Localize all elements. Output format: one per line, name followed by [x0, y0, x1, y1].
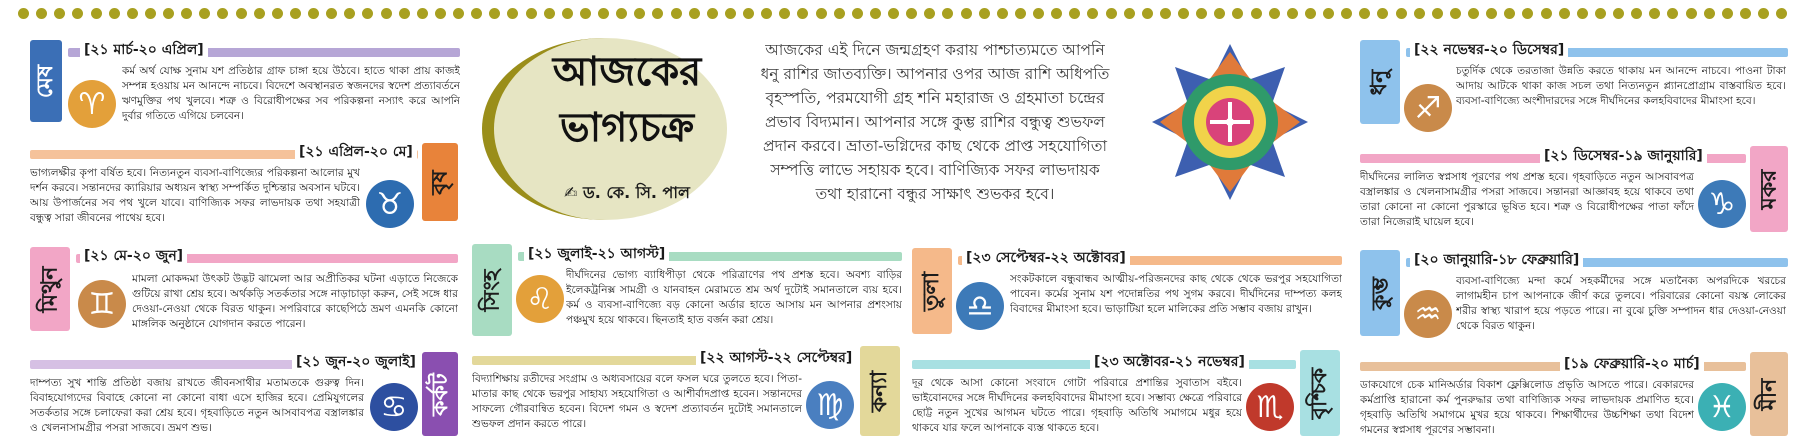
- border-dot: [163, 8, 174, 19]
- sign-text-pisces: ডাকযোগে চেক মানিঅর্ডার বিকাশ ফ্লেক্সিলোড প্রভৃতি আসতে পারে। বেকারদের কর্মপ্রাপ্তি হারানো কর্ম পুনরুদ্ধার তথা বাণিজ্যিক সফর লাভদায়ক প্রমাণিত হবে। গৃহবাড়ি অতিথি সমাগমে মুখর হয়ে থাকবে। শিক্ষার্থীদের উচ্চশিক্ষা তথা বিদেশ গমনের স্বপ্নসাধ পূরণের সম্ভাবনা।: [1360, 379, 1694, 436]
- border-dot: [1686, 8, 1697, 19]
- border-dot: [834, 8, 845, 19]
- border-dot: [1667, 8, 1678, 19]
- border-dot: [997, 8, 1008, 19]
- border-dot: [471, 8, 482, 19]
- sagittarius-icon: ♐: [1404, 84, 1452, 132]
- sign-text-scorpio: দূর থেকে আসা কোনো সংবাদে গোটা পরিবারে প্রশান্তির সুবাতাস বইবে। ভাইবোনদের সঙ্গে দীর্ঘদিনের কলহবিবাদের মীমাংসা হবে। সম্ভাব্য ক্ষেত্রে পরিবারে ছোট্ট নতুন সুখের আগমন ঘটতে পারে। গৃহবাড়ি অতিথি সমাগমে মধুর হয়ে থাকবে যার ফলে আপনাকে ব্যস্ত থাকতে হবে।: [912, 377, 1242, 434]
- border-dot: [652, 8, 663, 19]
- aquarius-icon: ♒: [1404, 290, 1452, 338]
- sign-dates-leo: [২১ জুলাই-২১ আগস্ট]: [524, 247, 669, 262]
- title-panel: [482, 38, 742, 220]
- border-dot: [254, 8, 265, 19]
- sign-tab-aries: মেষ: [30, 40, 62, 122]
- sign-text-virgo: বিদ্যাশিক্ষায় রতীদের সংগ্রাম ও অধ্যবসায়ের বলে ফসল ঘরে তুলতে হবে। পিতা-মাতার কাছ থেকে ভরপুর সাহায্য সহযোগিতা ও আশীর্বাদপ্রাপ্ত হবেন। সন্তানদের সাফল্যে গৌরবান্বিত হবেন। বিদেশ গমন ও স্বদেশ প্রত্যাবর্তন দুটোই সমানতালে শুভফল প্রদান করতে পারে।: [472, 373, 802, 430]
- border-dot: [725, 8, 736, 19]
- sign-dates-virgo: [২২ আগস্ট-২২ সেপ্টেম্বর]: [696, 351, 856, 366]
- border-dot: [36, 8, 47, 19]
- border-dot: [18, 8, 29, 19]
- sign-tab-taurus: বৃষ: [422, 143, 458, 221]
- sign-dates-sagittarius: [২২ নভেম্বর-২০ ডিসেম্বর]: [1410, 43, 1568, 58]
- border-dot: [979, 8, 990, 19]
- border-dot: [109, 8, 120, 19]
- border-dot: [707, 8, 718, 19]
- border-dot: [634, 8, 645, 19]
- sign-dates-scorpio: [২৩ অক্টোবর-২১ নভেম্বর]: [1090, 355, 1249, 370]
- border-dot: [1251, 8, 1262, 19]
- border-dot: [616, 8, 627, 19]
- border-dot: [1758, 8, 1769, 19]
- border-dot: [906, 8, 917, 19]
- border-dot: [1124, 8, 1135, 19]
- sign-text-gemini: মামলা মোকদ্দমা উৎকট উদ্ভট ঝামেলা আর অপ্রীতিকর ঘটনা এড়াতে নিজেকে গুটিয়ে রাখা শ্রেয় হবে। অর্থকড়ি সতর্কতার সঙ্গে নাড়াচাড়া করুন, সেই সঙ্গে ধার দেওয়া-নেওয়া থেকে বিরত থাকুন। সপরিবারে কাছেপিঠে ভ্রমণ এমনকি কোনো মাঙ্গলিক অনুষ্ঠানে যোগদান করতে পারেন।: [132, 273, 458, 330]
- sign-text-cancer: দাম্পত্য সুখ শান্তি প্রতিষ্ঠা বজায় রাখতে জীবনসাথীর মতামতকে গুরুত্ব দিন। বিবাহযোগ্যদের বিবাহে কোনো না কোনো বাধা এসে হাজির হবে। প্রেমিযুগলের সতর্কতার সঙ্গে চলাফেরা করা শ্রেয় হবে। গৃহবাড়িতে নতুন আসবাবপত্র বস্ত্রালঙ্কার ও খেলনাসামগ্রীর পসরা সাজবে। ভ্রমণ শুভ।: [30, 377, 364, 434]
- border-dot: [127, 8, 138, 19]
- sign-dates-cancer: [২১ জুন-২০ জুলাই]: [292, 355, 420, 370]
- border-dot: [1359, 8, 1370, 19]
- border-dot: [489, 8, 500, 19]
- border-dot: [852, 8, 863, 19]
- border-dot: [199, 8, 210, 19]
- border-dot: [453, 8, 464, 19]
- border-dot: [1396, 8, 1407, 19]
- gemini-icon: ♊: [78, 280, 126, 328]
- aries-icon: ♈: [68, 80, 116, 128]
- border-dot: [1631, 8, 1642, 19]
- sign-tab-cancer: কর্কট: [422, 352, 458, 436]
- sign-tab-libra: তুলা: [912, 248, 952, 334]
- sign-tab-aquarius: কুম্ভ: [1360, 250, 1400, 336]
- border-dot: [326, 8, 337, 19]
- border-dot: [1704, 8, 1715, 19]
- border-dot: [924, 8, 935, 19]
- virgo-icon: ♍: [806, 381, 854, 429]
- border-dot: [236, 8, 247, 19]
- border-dot: [1033, 8, 1044, 19]
- border-dot: [1015, 8, 1026, 19]
- border-dot: [272, 8, 283, 19]
- border-dot: [344, 8, 355, 19]
- border-dot: [54, 8, 65, 19]
- border-dot: [1051, 8, 1062, 19]
- border-dot: [435, 8, 446, 19]
- sign-text-leo: দীর্ঘদিনের ভোগ্য ব্যাধিপীড়া থেকে পরিত্রাণের পথ প্রশস্ত হবে। অবশ্য বাড়ির ইলেকট্রনিক্স সামগ্রী ও যানবাহন মেরামতে শ্রম অর্থ দুটোই সমানতালে ব্যয় হবে। কর্ম ও ব্যবসা-বাণিজ্যে বড় কোনো অর্ডার হাতে আসায় মন আপনার প্রশংসায় পঞ্চমুখ হয়ে থাকবে। ছিনতাই হাত বর্জন করা শ্রেয়।: [566, 269, 902, 326]
- sign-text-sagittarius: চতুর্দিক থেকে তরতাজা উন্নতি করতে থাকায় মন আনন্দে নাচবে। পাওনা টাকা আদায় আটকে থাকা কাজ সচল তথা নিত্যনতুন প্ল্যানপ্রোগ্রাম বাস্তবায়িত হবে। ব্যবসা-বাণিজ্যে অংশীদারদের সঙ্গে দীর্ঘদিনের কলহবিবাদের মীমাংসা হবে।: [1456, 65, 1786, 107]
- border-dot: [526, 8, 537, 19]
- border-dot: [544, 8, 555, 19]
- sign-text-capricorn: দীর্ঘদিনের লালিত স্বপ্নসাধ পূরণের পথ প্রশস্ত হবে। গৃহবাড়িতে নতুন আসবাবপত্র বস্ত্রালঙ্কার ও খেলনাসামগ্রীর পসরা সাজবে। সন্তানরা আজ্ঞাবহ হয়ে থাকবে তথা তারা কোনো না কোনো পুরস্কারে ভূষিত হবে। শত্রু ও বিরোধীপক্ষের পাতা ফাঁদে তারা নিজেরাই ঘায়েল হবে।: [1360, 171, 1694, 228]
- border-dot: [1559, 8, 1570, 19]
- border-dot: [308, 8, 319, 19]
- border-dot: [1649, 8, 1660, 19]
- sign-text-taurus: ভাগ্যলক্ষীর কৃপা বর্ষিত হবে। নিত্যনতুন ব্যবসা-বাণিজ্যের পরিকল্পনা আলোর মুখ দর্শন করবে। সন্তানদের ক্যারিয়ার অধ্যয়ন স্বাস্থ্য সম্পর্কিত দুশ্চিন্তার অবসান ঘটবে। আয় উপার্জনের সব পথ খুলে যাবে। বাণিজ্যিক সফর লাভদায়ক তথা সহযাত্রী বন্ধুত্ব সারা জীবনের পাথেয় হবে।: [30, 167, 360, 224]
- page-title-line2: ভাগ্যচক্র: [559, 104, 695, 151]
- zodiac-wheel-icon: [1150, 42, 1310, 202]
- page-title-line1: আজকের: [552, 48, 702, 95]
- border-dot: [417, 8, 428, 19]
- sign-tab-scorpio: বৃশ্চিক: [1300, 350, 1340, 436]
- capricorn-icon: ♑: [1698, 180, 1746, 228]
- border-dot: [743, 8, 754, 19]
- border-dot: [507, 8, 518, 19]
- border-dot: [1178, 8, 1189, 19]
- border-dot: [779, 8, 790, 19]
- sign-dates-pisces: [১৯ ফেব্রুয়ারি-২০ মার্চ]: [1560, 357, 1704, 372]
- border-dot: [145, 8, 156, 19]
- border-dot: [761, 8, 772, 19]
- sign-tab-pisces: মীন: [1750, 352, 1788, 436]
- border-dot: [580, 8, 591, 19]
- taurus-icon: ♉: [366, 180, 414, 228]
- border-dot: [816, 8, 827, 19]
- border-dot: [562, 8, 573, 19]
- border-dot: [942, 8, 953, 19]
- border-dot: [1468, 8, 1479, 19]
- birthday-intro: আজকের এই দিনে জন্মগ্রহণ করায় পাশ্চাত্যমতে আপনি ধনু রাশির জাতব্যক্তি। আপনার ওপর আজ রাশি অধিপতি বৃহস্পতি, পরমযোগী গ্রহ শনি মহারাজ ও গ্রহমাতা চন্দ্রের প্রভাব বিদ্যমান। আপনার সঙ্গে কুম্ভ রাশির বন্ধুত্ব শুভফল প্রদান করবে। ভ্রাতা-ভগ্নিদের কাছ থেকে প্রাপ্ত সহযোগিতা সম্পত্তি লাভে সহায়ক হবে। বাণিজ্যিক সফর লাভদায়ক তথা হারানো বন্ধুর সাক্ষাৎ শুভকর হবে।: [760, 41, 1110, 203]
- border-dot: [1087, 8, 1098, 19]
- border-dot: [1341, 8, 1352, 19]
- sign-text-aquarius: ব্যবসা-বাণিজ্যে মন্দা কর্মে সহকর্মীদের সঙ্গে মতানৈক্য অপরদিকে খরচের লাগামহীন চাপ আপনাকে জীর্ণ করে তুলবে। পরিবারের কোনো বয়স্ক লোকের শরীর স্বাস্থ্য খারাপ হয়ে পড়তে পারে। না বুঝে চুক্তি সম্পাদন ধার দেওয়া-নেওয়া থেকে বিরত থাকুন।: [1456, 275, 1786, 332]
- border-dot: [1232, 8, 1243, 19]
- border-dot: [1595, 8, 1606, 19]
- border-dot: [1323, 8, 1334, 19]
- cancer-icon: ♋: [370, 383, 418, 431]
- sign-tab-leo: সিংহ: [472, 244, 512, 336]
- border-dot: [1432, 8, 1443, 19]
- border-dot: [1106, 8, 1117, 19]
- border-dot: [1522, 8, 1533, 19]
- border-dot: [598, 8, 609, 19]
- sign-tab-virgo: কন্যা: [860, 346, 900, 436]
- border-dot: [91, 8, 102, 19]
- border-dot: [181, 8, 192, 19]
- scorpio-icon: ♏: [1246, 383, 1294, 431]
- border-dot: [1069, 8, 1080, 19]
- border-dot: [1142, 8, 1153, 19]
- border-dot: [1613, 8, 1624, 19]
- sign-tab-gemini: মিথুন: [30, 247, 70, 331]
- border-dot: [1504, 8, 1515, 19]
- border-dot: [1287, 8, 1298, 19]
- author-name: ড. কে. সি. পাল: [583, 183, 690, 202]
- border-dot: [1450, 8, 1461, 19]
- leo-icon: ♌: [516, 275, 564, 323]
- pisces-icon: ♓: [1698, 383, 1746, 431]
- sign-tab-sagittarius: ধনু: [1360, 40, 1400, 124]
- libra-icon: ♎: [956, 282, 1004, 330]
- border-dot: [381, 8, 392, 19]
- sign-dates-capricorn: [২১ ডিসেম্বর-১৯ জানুয়ারি]: [1540, 149, 1707, 164]
- border-dot: [1414, 8, 1425, 19]
- page-title: [542, 44, 712, 156]
- border-dot: [1740, 8, 1751, 19]
- border-dot: [1577, 8, 1588, 19]
- border-dot: [1486, 8, 1497, 19]
- border-dot: [1269, 8, 1280, 19]
- border-dot: [1196, 8, 1207, 19]
- pen-icon: ✍: [564, 183, 583, 202]
- sign-dates-libra: [২৩ সেপ্টেম্বর-২২ অক্টোবর]: [962, 251, 1130, 266]
- border-dot: [689, 8, 700, 19]
- border-dot: [671, 8, 682, 19]
- border-dot: [362, 8, 373, 19]
- border-dot: [290, 8, 301, 19]
- border-dot: [1305, 8, 1316, 19]
- border-dot: [1377, 8, 1388, 19]
- dotted-border: [18, 8, 1788, 24]
- border-dot: [1214, 8, 1225, 19]
- border-dot: [797, 8, 808, 19]
- sign-dates-aries: [২১ মার্চ-২০ এপ্রিল]: [80, 43, 208, 58]
- border-dot: [961, 8, 972, 19]
- border-dot: [217, 8, 228, 19]
- author-byline: [532, 180, 722, 207]
- sign-dates-taurus: [২১ এপ্রিল-২০ মে]: [295, 145, 417, 160]
- sign-text-aries: কর্ম অর্থ যোক্ষ সুনাম যশ প্রতিষ্ঠার গ্রাফ চাঙ্গা হয়ে উঠবে। হাতে থাকা প্রায় কাজই সম্পন্ন হওয়ায় মন আনন্দে নাচবে। বিদেশে অবস্থানরত স্বজনদের স্বদেশ প্রত্যাবর্তনে ঋণমুক্তির পথ খুলবে। শত্রু ও বিরোধীপক্ষের সব পরিকল্পনা নস্যাৎ করে আপনি দুর্বার গতিতে এগিয়ে চলবেন।: [122, 65, 460, 122]
- border-dot: [399, 8, 410, 19]
- border-dot: [1776, 8, 1787, 19]
- sign-dates-gemini: [২১ মে-২০ জুন]: [80, 249, 187, 264]
- border-dot: [870, 8, 881, 19]
- sign-tab-capricorn: মকর: [1750, 146, 1788, 232]
- border-dot: [1160, 8, 1171, 19]
- border-dot: [1722, 8, 1733, 19]
- sign-text-libra: সংকটকালে বন্ধুবান্ধব আত্মীয়-পরিজনদের কাছ থেকে থেকে ভরপুর সহযোগিতা পাবেন। কর্মের সুনাম যশ পদোন্নতির পথ সুগম করবে। দীর্ঘদিনের দাম্পত্য কলহ বিবাদের মীমাংসা হবে। ভাড়াটিয়া হলে মালিকের প্রতি সম্ভাব বজায় রাখুন।: [1010, 273, 1342, 315]
- sign-dates-aquarius: [২০ জানুয়ারি-১৮ ফেব্রুয়ারি]: [1410, 253, 1583, 268]
- border-dot: [1541, 8, 1552, 19]
- border-dot: [888, 8, 899, 19]
- border-dot: [72, 8, 83, 19]
